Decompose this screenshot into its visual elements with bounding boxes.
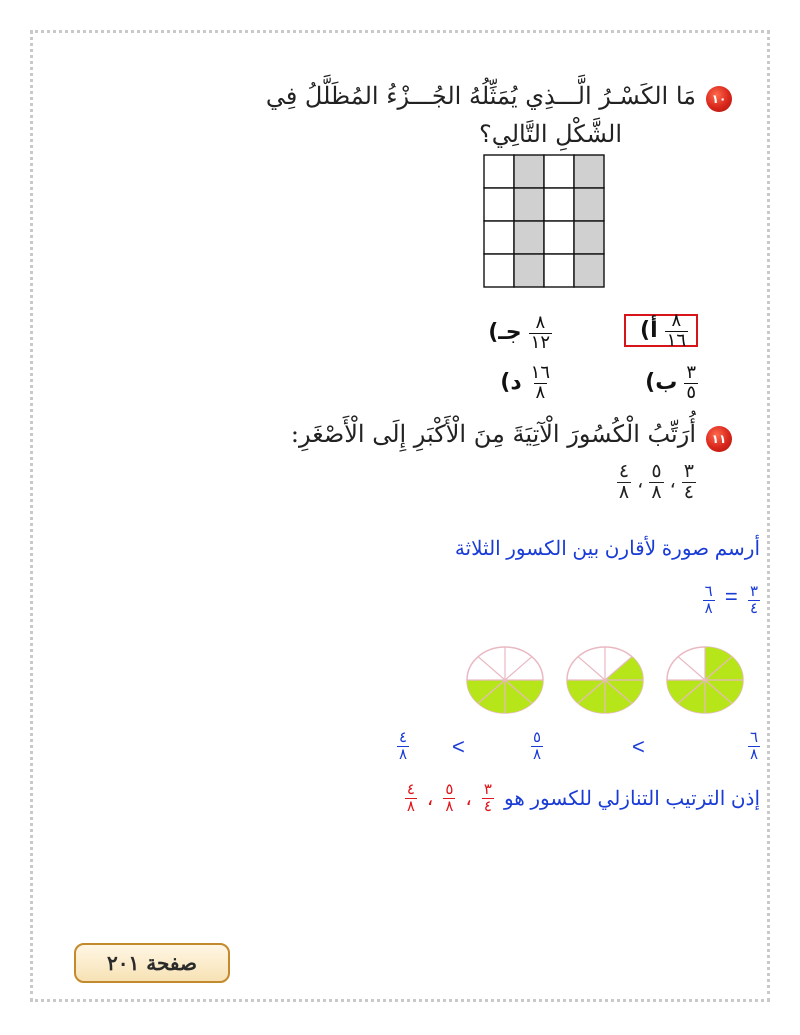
grid-cell bbox=[574, 155, 604, 188]
fraction-pie bbox=[567, 647, 643, 713]
grid-cell bbox=[484, 155, 514, 188]
grid-cell bbox=[514, 221, 544, 254]
ordered-fraction-3: $\frac{٤}{٨}$ bbox=[406, 781, 415, 815]
grid-cell bbox=[514, 155, 544, 188]
q11-fraction-2: $\frac{٥}{٨}$ bbox=[651, 460, 662, 503]
grid-cell bbox=[484, 221, 514, 254]
comparison-sign-1: > bbox=[632, 734, 645, 759]
question-11-text: أُرَتِّبُ الْكُسُورَ الْآتِيَةَ مِنَ الْأَكْبَرِ إِلَى الْأَصْغَرِ: bbox=[290, 420, 696, 448]
question-10-text-line1: مَا الكَسْـرُ الَّـــذِي يُمَثِّلُهُ الجُـــزْءُ المُظَلَّلُ فِي bbox=[265, 82, 696, 110]
choice-d-fraction: $\frac{١٦}{٨}$ bbox=[530, 362, 550, 403]
comparison-frac-2: $\frac{٥}{٨}$ bbox=[533, 729, 542, 763]
ordered-fraction-1: $\frac{٣}{٤}$ bbox=[483, 781, 492, 815]
equivalence-row: $\frac{٣}{٤}$ = $\frac{٦}{٨}$ bbox=[704, 583, 758, 617]
comparison-sign-2: > bbox=[452, 734, 465, 759]
conclusion-row: إذن الترتيب التنازلي للكسور هو $\frac{٣}{٤}$ ، $\frac{٥}{٨}$ ، $\frac{٤}{٨}$ bbox=[406, 781, 760, 815]
grid-cell bbox=[544, 188, 574, 221]
fraction-pie bbox=[467, 647, 543, 713]
question-11-fractions: $\frac{٣}{٤}$ ، $\frac{٥}{٨}$ ، $\frac{٤}{٨}$ bbox=[618, 460, 694, 503]
q11-fraction-3: $\frac{٤}{٨}$ bbox=[618, 460, 630, 503]
choice-a-fraction: $\frac{٨}{١٦}$ bbox=[666, 310, 686, 351]
comparison-frac-3: $\frac{٤}{٨}$ bbox=[399, 729, 408, 763]
choice-a[interactable] bbox=[624, 312, 698, 351]
fraction-pie bbox=[667, 647, 743, 713]
equivalence-right-fraction: $\frac{٦}{٨}$ bbox=[704, 583, 713, 617]
grid-cell bbox=[574, 254, 604, 287]
equivalence-left-fraction: $\frac{٣}{٤}$ bbox=[749, 583, 758, 617]
grid-cell bbox=[544, 254, 574, 287]
grid-cell bbox=[514, 188, 544, 221]
grid-cell bbox=[544, 221, 574, 254]
q11-fraction-1: $\frac{٣}{٤}$ bbox=[683, 460, 694, 503]
grid-cell bbox=[574, 221, 604, 254]
choice-c-fraction: $\frac{٨}{١٢}$ bbox=[530, 312, 550, 353]
question-10-text-line2: الشَّكْلِ التَّالِي؟ bbox=[478, 120, 622, 148]
fraction-pies bbox=[460, 642, 750, 722]
question-11-number-icon: ١١ bbox=[706, 426, 732, 452]
page-border bbox=[30, 30, 770, 1002]
choice-b-fraction: $\frac{٣}{٥}$ bbox=[686, 362, 696, 403]
grid-cell bbox=[574, 188, 604, 221]
ordered-fraction-2: $\frac{٥}{٨}$ bbox=[445, 781, 454, 815]
grid-cell bbox=[484, 188, 514, 221]
choice-b[interactable]: $\frac{٣}{٥}$ ب) bbox=[645, 362, 696, 403]
conclusion-text: إذن الترتيب التنازلي للكسور هو bbox=[503, 787, 760, 810]
grid-cell bbox=[544, 155, 574, 188]
grid-cell bbox=[514, 254, 544, 287]
choice-d[interactable]: $\frac{١٦}{٨}$ د) bbox=[500, 362, 550, 403]
shaded-grid-figure bbox=[482, 153, 606, 289]
solution-intro: أرسم صورة لأقارن بين الكسور الثلاثة bbox=[454, 538, 760, 560]
question-10-number-icon: ١٠ bbox=[706, 86, 732, 112]
choice-c[interactable]: $\frac{٨}{١٢}$ جـ) bbox=[488, 312, 550, 353]
comparison-frac-1: $\frac{٦}{٨}$ bbox=[749, 729, 758, 763]
page-number-badge: صفحة ٢٠١ bbox=[74, 943, 230, 983]
selected-answer-box: $\frac{٨}{١٦}$ أ) bbox=[624, 314, 698, 347]
grid-cell bbox=[484, 254, 514, 287]
